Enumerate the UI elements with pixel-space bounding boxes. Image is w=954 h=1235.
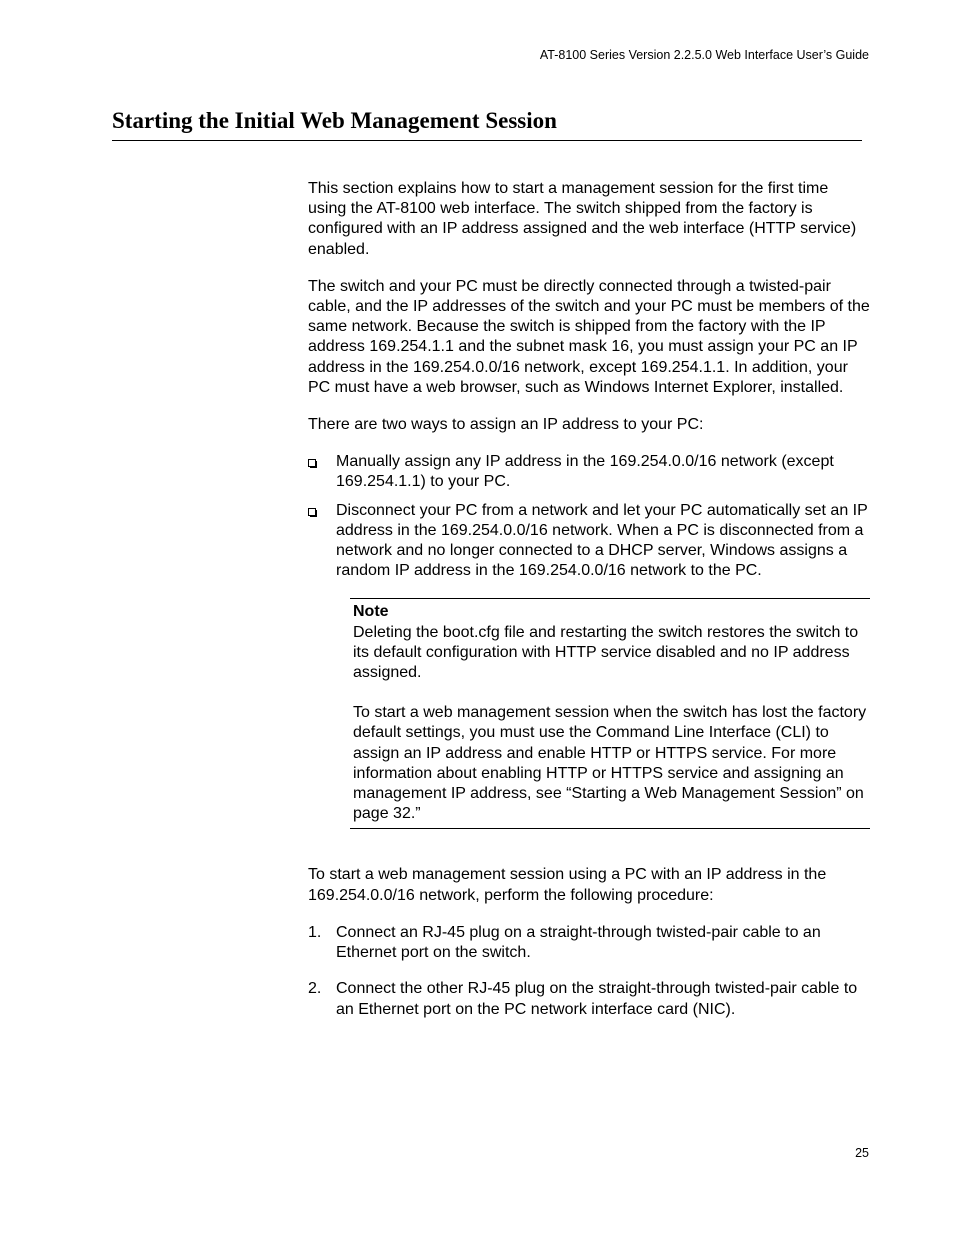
list-item-text: Disconnect your PC from a network and let your PC automatically set an IP address in the 169.254.0.0/16 network. When a PC is disconnected from a network and no longer connected to a DHCP server, Windows assigns a random IP address in the 169.254.0.0/16 network to the PC. [336, 501, 868, 580]
step-number: 1. [308, 923, 322, 941]
step-text: Connect the other RJ-45 plug on the straight-through twisted-pair cable to an Ethernet port on the PC network interface card (NIC). [336, 980, 858, 1018]
note-box [350, 598, 870, 829]
procedure-intro-paragraph: To start a web management session using a PC with an IP address in the 169.254.0.0/16 network, perform the following procedure: [308, 866, 827, 904]
ip-assignment-list [308, 452, 870, 581]
note-title: Note [353, 603, 389, 621]
step-item [308, 923, 870, 963]
page-number: 25 [855, 1146, 869, 1160]
list-item-text: Manually assign any IP address in the 169.254.0.0/16 network (except 169.254.1.1) to your PC. [336, 453, 834, 491]
ways-intro-paragraph: There are two ways to assign an IP address to your PC: [308, 416, 704, 434]
note-paragraph: Deleting the boot.cfg file and restarting the switch restores the switch to its default configuration with HTTP service disabled and no IP address assigned. [353, 623, 859, 682]
requirements-paragraph: The switch and your PC must be directly connected through a twisted-pair cable, and the IP addresses of the switch and your PC must be members of the same network. Because the switch is shipped from the factory with the IP address 169.254.1.1 and the subnet mask 16, you must assign your PC an IP address in the 169.254.0.0/16 network, except 169.254.1.1. In addition, your PC must have a web browser, such as Windows Internet Explorer, installed. [308, 277, 870, 396]
intro-paragraph: This section explains how to start a management session for the first time using the AT-8100 web interface. The switch shipped from the factory is configured with an IP address assigned and the web interface (HTTP service) enabled. [308, 180, 857, 258]
title-divider [112, 140, 862, 141]
list-item [308, 501, 870, 582]
running-header: AT-8100 Series Version 2.2.5.0 Web Interface User’s Guide [539, 48, 869, 62]
list-item [308, 452, 870, 492]
section-title: Starting the Initial Web Management Session [112, 108, 557, 133]
procedure-steps [308, 923, 870, 1020]
step-item [308, 979, 870, 1019]
body-content [308, 179, 870, 1036]
square-bullet-icon [308, 459, 316, 467]
square-bullet-icon [308, 508, 316, 516]
step-number: 2. [308, 980, 322, 998]
note-paragraph: To start a web management session when the switch has lost the factory default settings, you must use the Command Line Interface (CLI) to assign an IP address and enable HTTP or HTTPS service. For more information about enabling HTTP or HTTPS service and assigning an management IP address, see “Starting a Web Management Session” on page 32.” [353, 704, 867, 823]
step-text: Connect an RJ-45 plug on a straight-through twisted-pair cable to an Ethernet port on the switch. [336, 923, 821, 962]
